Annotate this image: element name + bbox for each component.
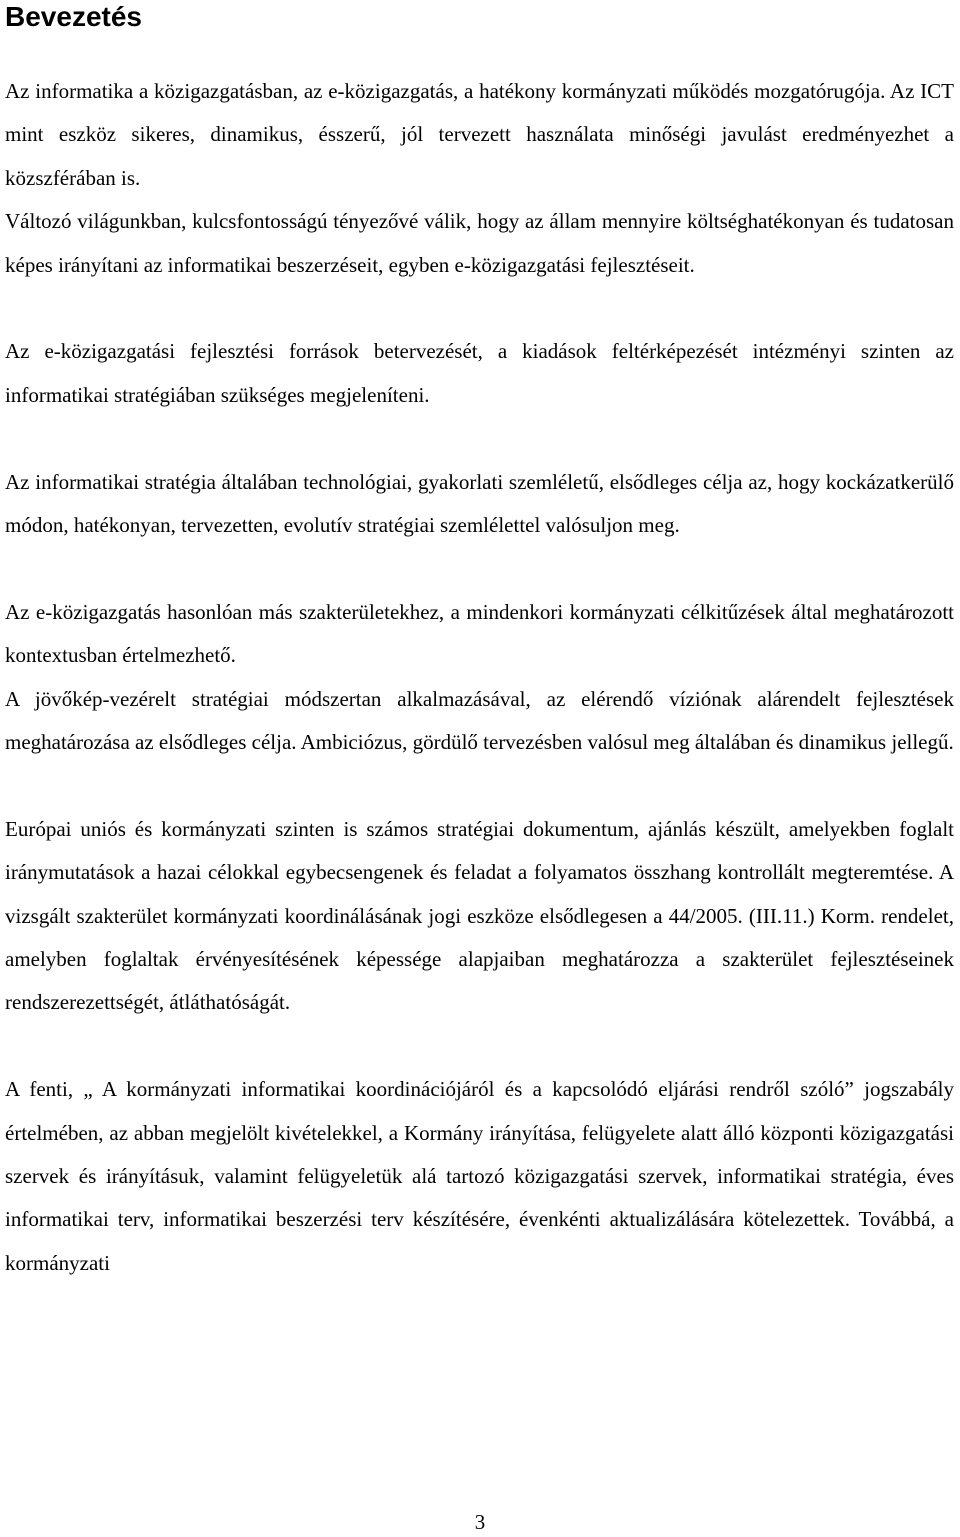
paragraph-6: A jövőkép-vezérelt stratégiai módszertan alkalmazásával, az elérendő víziónak alárendelt fejlesztések meghatározása az elsődleges célja. Ambiciózus, gördülő tervezésben valósul meg általában és dinamikus jellegű.: [5, 686, 954, 755]
paragraph-8: A fenti, „ A kormányzati informatikai koordinációjáról és a kapcsolódó eljárási rendről szóló” jogszabály értelmében, az abban megjelölt kivételekkel, a Kormány irányítása, felügyelete alatt álló központi közigazgatási szervek és irányításuk, valamint felügyeletük alá tartozó közigazgatási szervek, informatikai stratégia, éves informatikai terv, informatikai beszerzési terv készítésére, évenkénti aktualizálására kötelezettek. Továbbá, a kormányzati: [5, 1077, 954, 1275]
paragraph-gap: [5, 1025, 954, 1068]
paragraph-gap: [5, 287, 954, 330]
paragraph-7: Európai uniós és kormányzati szinten is számos stratégiai dokumentum, ajánlás készült, amelyekben foglalt iránymutatások a hazai célokkal egybecsengenek és feladat a folyamatos összhang kontrollált megteremtése. A vizsgált szakterület kormányzati koordinálásának jogi eszköze elsődlegesen a 44/2005. (III.11.) Korm. rendelet, amelyben foglaltak érvényesítésének képessége alapjaiban meghatározza a szakterület fejlesztéseinek rendszerezettségét, átláthatóságát.: [5, 816, 954, 1015]
page-number: 3: [474, 1510, 486, 1534]
body-text: [5, 70, 954, 1285]
paragraph-3: Az e-közigazgatási fejlesztési források betervezését, a kiadások feltérképezését intézményi szinten az informatikai stratégiában szükséges megjeleníteni.: [5, 339, 954, 407]
paragraph-gap: [5, 764, 954, 807]
paragraph-gap: [5, 417, 954, 460]
paragraph-1: Az informatika a közigazgatásban, az e-közigazgatás, a hatékony kormányzati működés mozgatórugója. Az ICT mint eszköz sikeres, dinamikus, ésszerű, jól tervezett használata minőségi javulást eredményezhet a közszférában is.: [5, 79, 954, 190]
paragraph-2: Változó világunkban, kulcsfontosságú tényezővé válik, hogy az állam mennyire költséghatékonyan és tudatosan képes irányítani az informatikai beszerzéseit, egyben e-közigazgatási fejlesztéseit.: [5, 209, 954, 277]
paragraph-5: Az e-közigazgatás hasonlóan más szakterületekhez, a mindenkori kormányzati célkitűzések által meghatározott kontextusban értelmezhető.: [5, 599, 954, 668]
paragraph-gap: [5, 547, 954, 590]
section-heading: Bevezetés: [5, 1, 142, 32]
paragraph-4: Az informatikai stratégia általában technológiai, gyakorlati szemléletű, elsődleges célja az, hogy kockázatkerülő módon, hatékonyan, tervezetten, evolutív stratégiai szemlélettel valósuljon meg.: [5, 469, 954, 538]
